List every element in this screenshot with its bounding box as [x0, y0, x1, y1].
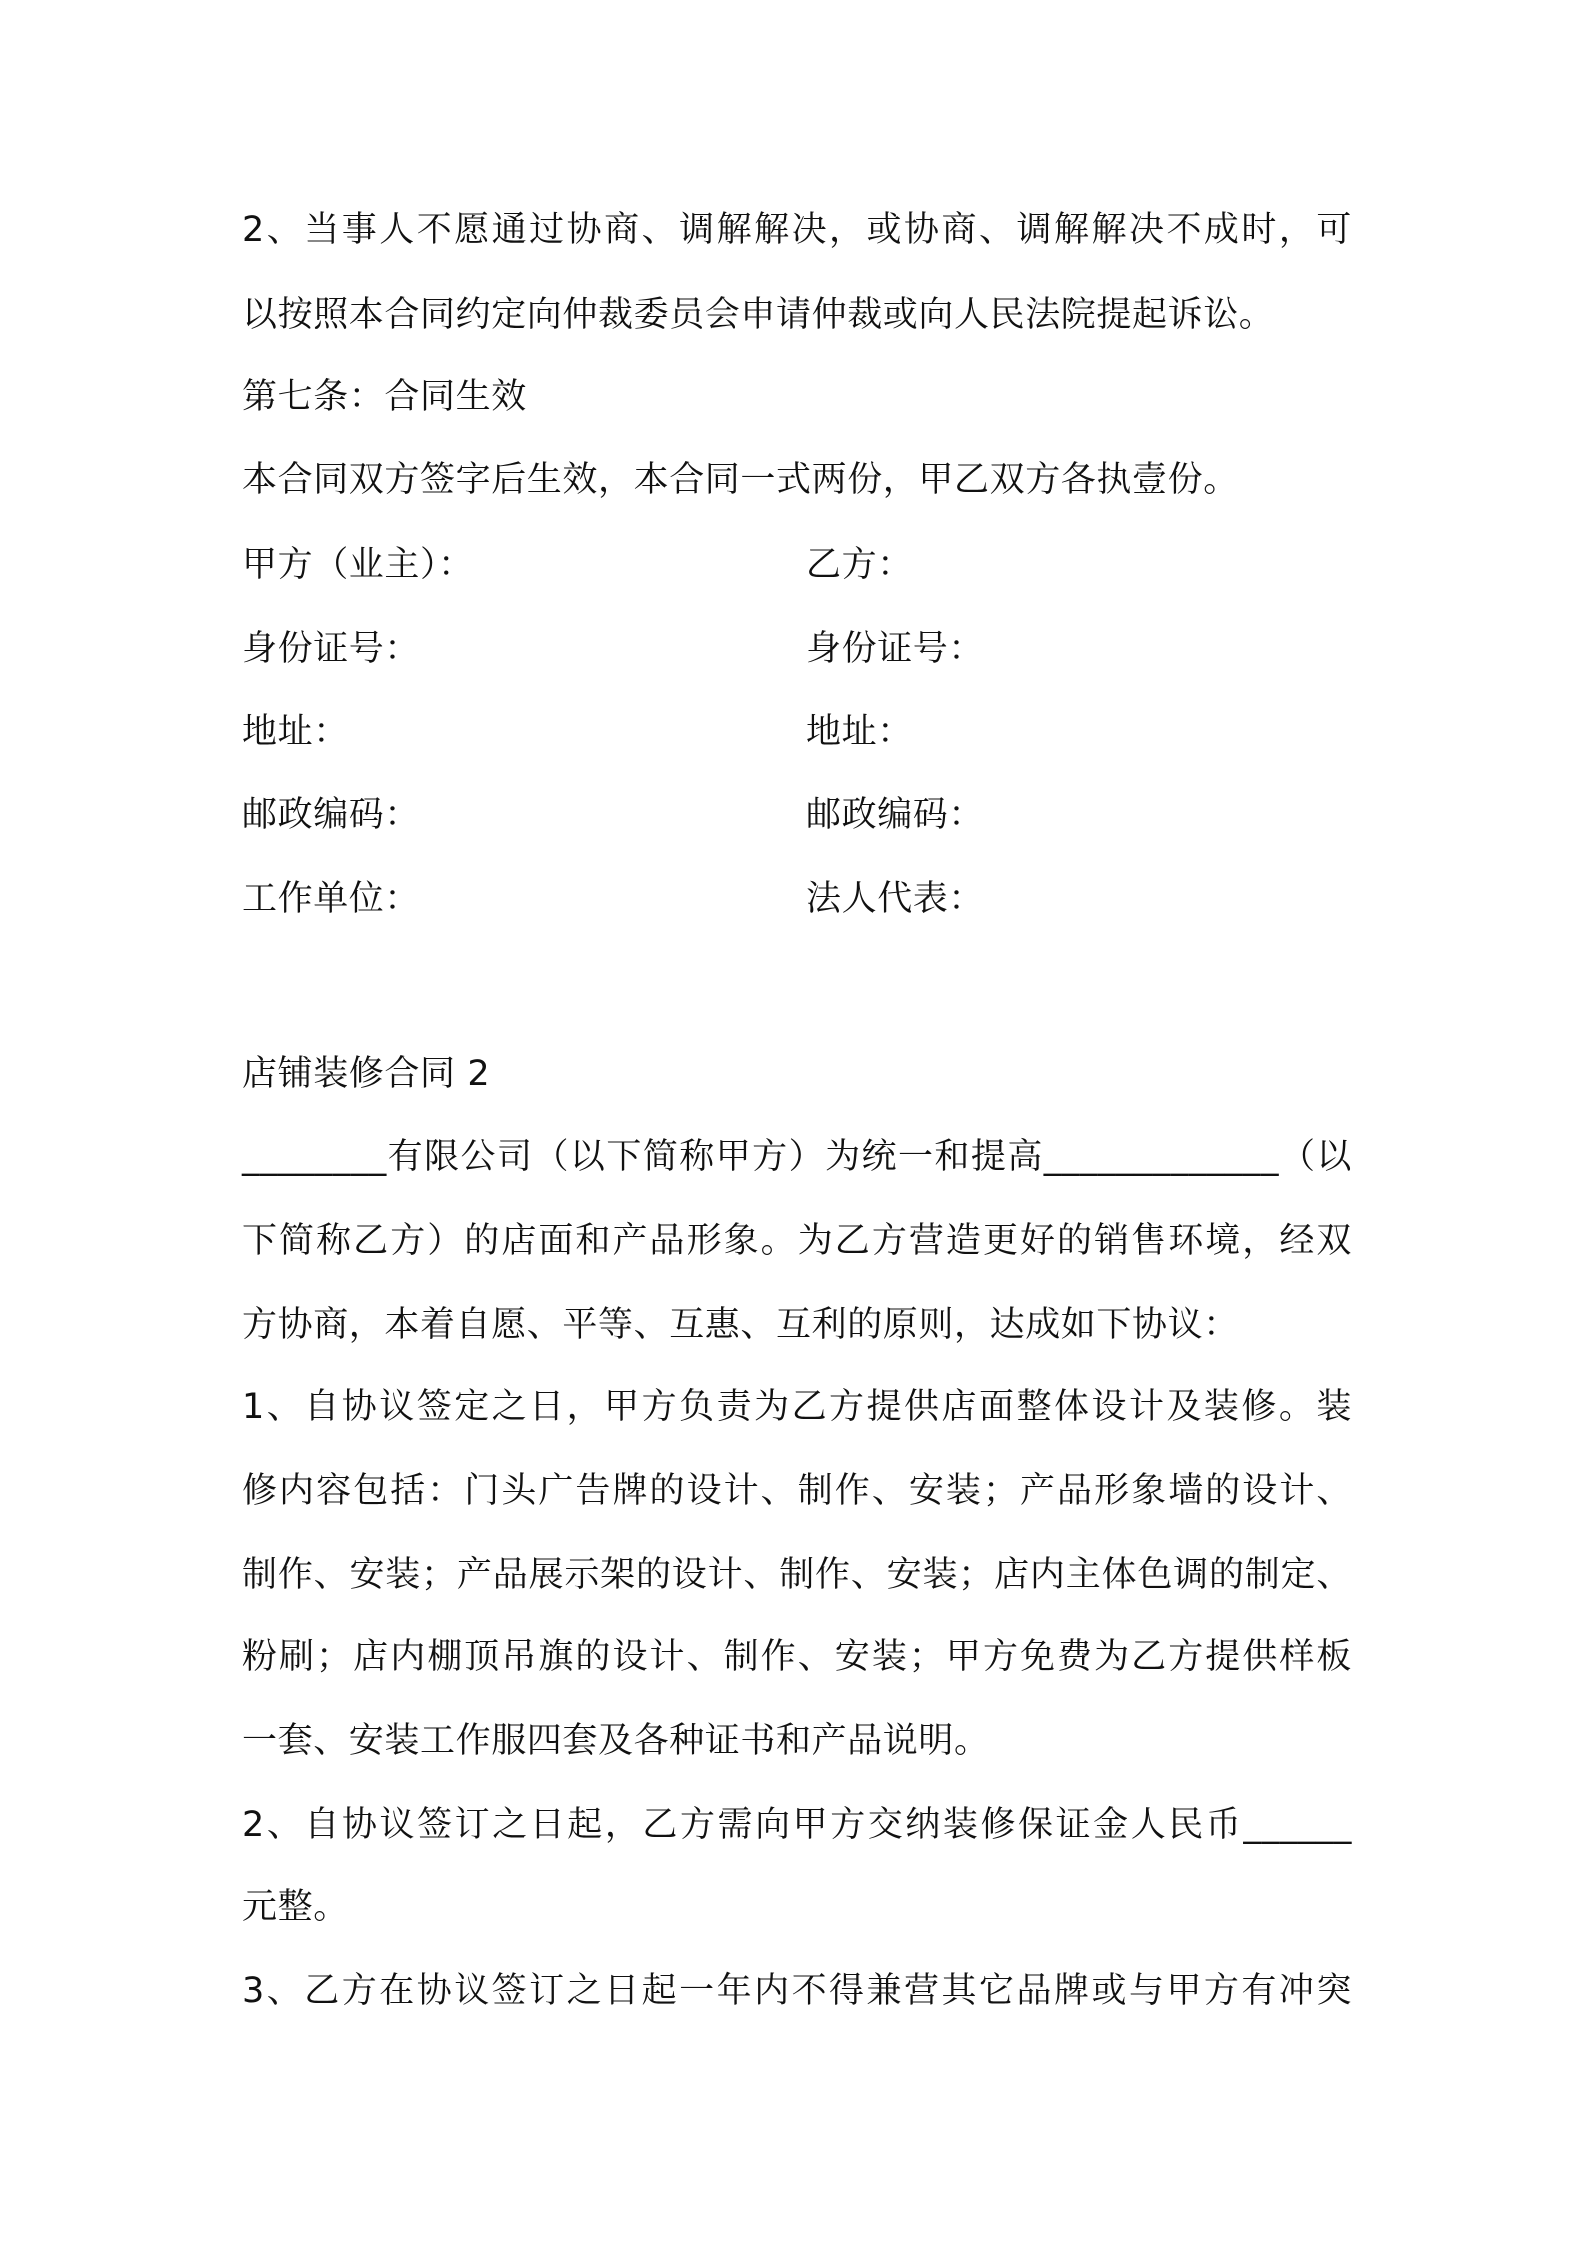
party-b-id-label: 身份证号：: [806, 629, 985, 669]
party-a-id-label: 身份证号：: [242, 629, 421, 669]
contract-2-clause-1-line-5: 一套、安装工作服四套及各种证书和产品说明。: [242, 1721, 990, 1761]
contract-2-clause-1-line-4: 粉刷；店内棚顶吊旗的设计、制作、安装；甲方免费为乙方提供样板: [242, 1637, 1352, 1677]
contract-2-clause-1-line-1: 1、自协议签定之日，甲方负责为乙方提供店面整体设计及装修。装: [242, 1387, 1352, 1427]
contract-2-clause-1-line-3: 制作、安装；产品展示架的设计、制作、安装；店内主体色调的制定、: [242, 1555, 1352, 1595]
party-a-postcode-label: 邮政编码：: [242, 795, 421, 835]
party-b-postcode-label: 邮政编码：: [806, 795, 985, 835]
party-a-employer-label: 工作单位：: [242, 879, 421, 919]
party-a-name-label: 甲方（业主）：: [242, 545, 474, 585]
party-b-legal-rep-label: 法人代表：: [806, 879, 985, 919]
contract-2-clause-2-line-2: 元整。: [242, 1887, 349, 1927]
dispute-clause-2-line-1: 2、当事人不愿通过协商、调解解决，或协商、调解解决不成时，可: [242, 210, 1352, 250]
dispute-clause-2-line-2: 以按照本合同约定向仲裁委员会申请仲裁或向人民法院提起诉讼。: [242, 295, 1275, 335]
contract-2-clause-2-line-1: 2、自协议签订之日起，乙方需向甲方交纳装修保证金人民币______: [242, 1805, 1352, 1845]
contract-2-clause-1-line-2: 修内容包括：门头广告牌的设计、制作、安装；产品形象墙的设计、: [242, 1471, 1352, 1511]
party-a-address-label: 地址：: [242, 712, 349, 752]
party-b-address-label: 地址：: [806, 712, 913, 752]
contract-2-intro-line-2: 下简称乙方）的店面和产品形象。为乙方营造更好的销售环境，经双: [242, 1221, 1352, 1261]
article-seven-heading: 第七条：合同生效: [242, 377, 527, 417]
article-seven-body: 本合同双方签字后生效，本合同一式两份，甲乙双方各执壹份。: [242, 460, 1239, 500]
party-b-name-label: 乙方：: [806, 545, 913, 585]
contract-2-title: 店铺装修合同 2: [242, 1054, 491, 1094]
contract-2-intro-line-1: ________有限公司（以下简称甲方）为统一和提高_____________（以: [242, 1137, 1352, 1177]
contract-2-intro-line-3: 方协商，本着自愿、平等、互惠、互利的原则，达成如下协议：: [242, 1305, 1239, 1345]
contract-2-clause-3-line-1: 3、乙方在协议签订之日起一年内不得兼营其它品牌或与甲方有冲突: [242, 1971, 1352, 2011]
